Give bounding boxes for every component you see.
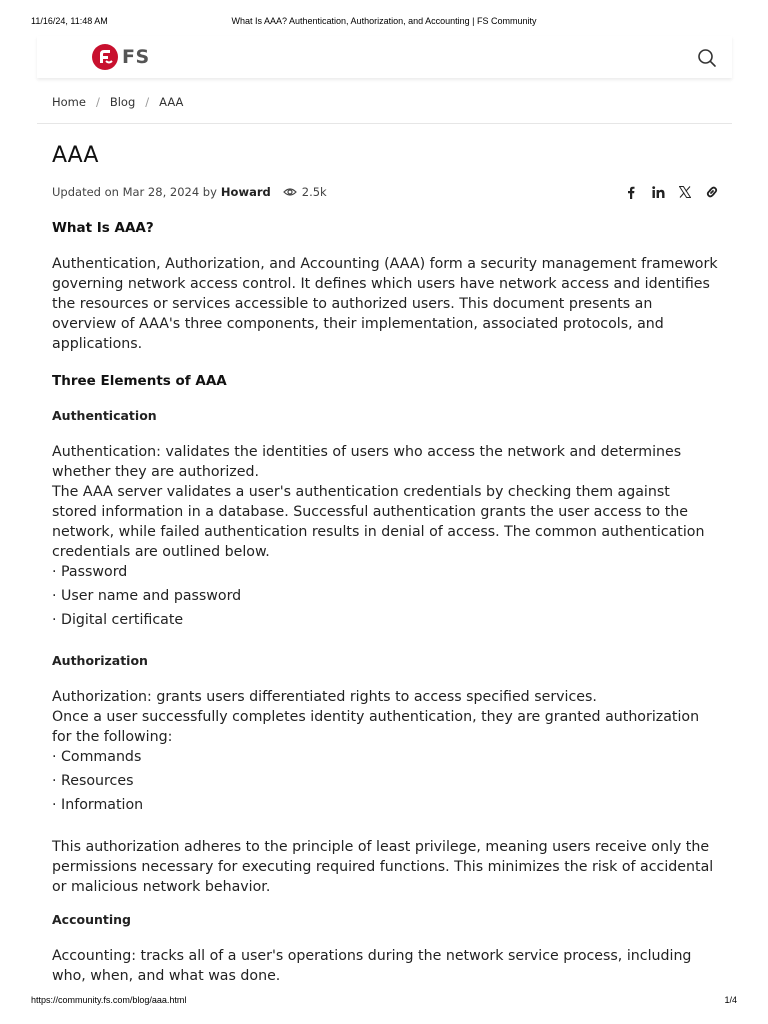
share-linkedin-button[interactable] bbox=[649, 183, 667, 201]
fs-logo[interactable] bbox=[91, 43, 150, 71]
share-x-button[interactable] bbox=[676, 183, 694, 201]
intro-paragraph: Authentication, Authorization, and Accounting (AAA) form a security management framework governing network access control. It defines which users have network access and identifies the resources or services accessible to authorized users. This document presents an overview of AAA's three components, their implementation, associated protocols, and applications. bbox=[52, 256, 718, 352]
updated-date: Updated on Mar 28, 2024 by bbox=[52, 185, 217, 199]
authentication-credentials-list bbox=[52, 560, 718, 632]
link-icon bbox=[705, 185, 719, 199]
heading-accounting: Accounting bbox=[52, 912, 131, 927]
heading-authentication: Authentication bbox=[52, 408, 157, 423]
breadcrumb-separator: / bbox=[95, 95, 100, 109]
heading-three-elements: Three Elements of AAA bbox=[52, 373, 227, 389]
view-count bbox=[283, 185, 327, 199]
copy-link-button[interactable] bbox=[703, 183, 721, 201]
eye-icon bbox=[283, 187, 297, 197]
breadcrumb bbox=[52, 95, 183, 109]
accounting-definition: Accounting: tracks all of a user's operations during the network service process, including who, when, and what was done. bbox=[52, 948, 692, 984]
list-item: · Resources bbox=[52, 773, 134, 789]
authorization-scope-list bbox=[52, 745, 718, 817]
list-item: · User name and password bbox=[52, 588, 242, 604]
article-body bbox=[52, 218, 718, 986]
print-datetime: 11/16/24, 11:48 AM bbox=[31, 16, 108, 26]
facebook-icon bbox=[627, 186, 635, 199]
print-header bbox=[31, 16, 737, 30]
view-count-value: 2.5k bbox=[301, 185, 327, 199]
x-icon bbox=[679, 186, 691, 198]
page-title: AAA bbox=[52, 143, 99, 168]
breadcrumb-home[interactable]: Home bbox=[52, 95, 86, 109]
heading-what-is-aaa: What Is AAA? bbox=[52, 220, 154, 236]
breadcrumb-divider bbox=[37, 123, 732, 124]
search-icon bbox=[696, 47, 718, 69]
site-header bbox=[37, 36, 732, 78]
linkedin-icon bbox=[652, 186, 665, 198]
list-item: · Password bbox=[52, 564, 128, 580]
fs-logo-icon bbox=[91, 43, 119, 71]
breadcrumb-separator: / bbox=[145, 95, 150, 109]
search-button[interactable] bbox=[696, 47, 718, 69]
authentication-description: The AAA server validates a user's authentication credentials by checking them against stored information in a database. Successful authentication grants the user access to the network, while failed authentication results in denial of access. The common authentication credentials are outlined below. bbox=[52, 484, 705, 560]
breadcrumb-current[interactable]: AAA bbox=[159, 95, 184, 109]
list-item: · Commands bbox=[52, 749, 142, 765]
authorization-description: Once a user successfully completes identity authentication, they are granted authorization for the following: bbox=[52, 709, 700, 745]
authorization-definition: Authorization: grants users differentiated rights to access specified services. bbox=[52, 689, 597, 705]
logo-text: FS bbox=[122, 46, 150, 68]
least-privilege-paragraph: This authorization adheres to the principle of least privilege, meaning users receive only the permissions necessary for executing required functions. This minimizes the risk of accidental or malicious network behavior. bbox=[52, 839, 714, 895]
authentication-definition: Authentication: validates the identities of users who access the network and determines whether they are authorized. bbox=[52, 444, 682, 480]
print-url: https://community.fs.com/blog/aaa.html bbox=[31, 995, 187, 1005]
print-footer bbox=[31, 995, 737, 1009]
print-doc-title: What Is AAA? Authentication, Authorization, and Accounting | FS Community bbox=[231, 16, 537, 26]
breadcrumb-blog[interactable]: Blog bbox=[109, 95, 136, 109]
share-bar bbox=[622, 183, 721, 201]
list-item: · Information bbox=[52, 797, 144, 813]
print-page-number: 1/4 bbox=[724, 995, 737, 1005]
article-meta bbox=[52, 185, 327, 199]
list-item: · Digital certificate bbox=[52, 612, 184, 628]
share-facebook-button[interactable] bbox=[622, 183, 640, 201]
heading-authorization: Authorization bbox=[52, 653, 148, 668]
author-link[interactable]: Howard bbox=[220, 185, 271, 199]
